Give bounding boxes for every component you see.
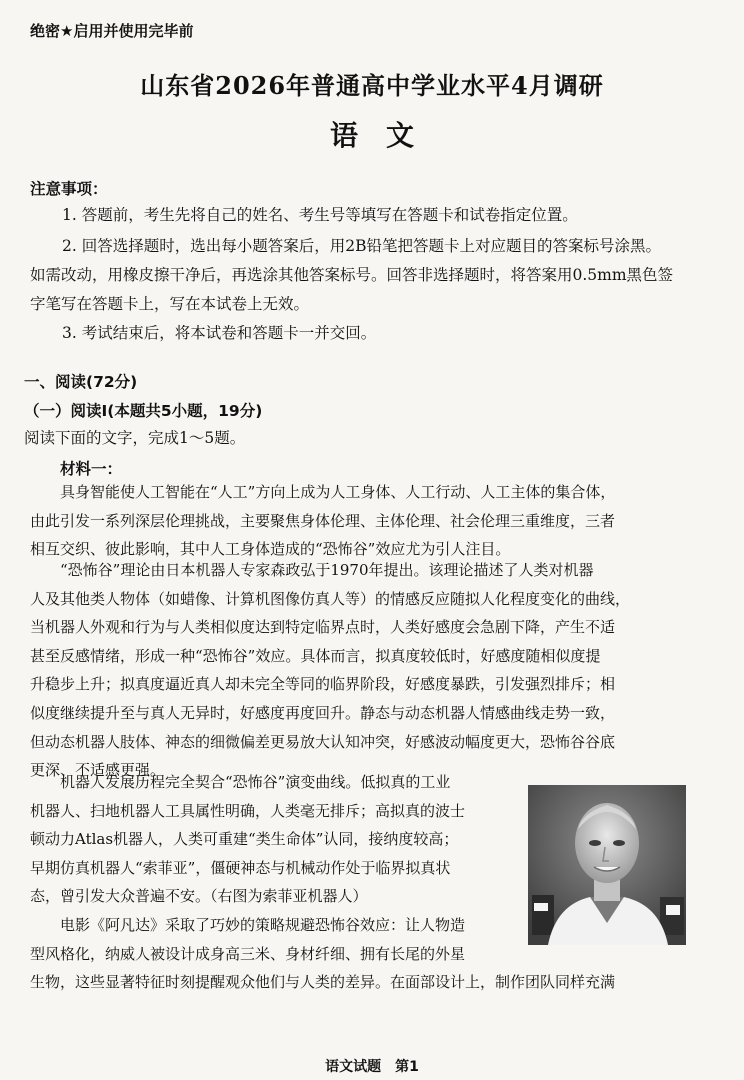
notice-item-1: 1. 答题前，考生先将自己的姓名、考生号等填写在答题卡和试卷指定位置。	[62, 206, 578, 224]
material-line: “恐怖谷”理论由日本机器人专家森政弘于1970年提出。该理论描述了人类对机器	[60, 561, 594, 579]
material-line: 但动态机器人肢体、神态的细微偏差更易放大认知冲突，好感波动幅度更大，恐怖谷谷底	[30, 732, 616, 751]
secret-notice: 绝密★启用并使用完毕前	[30, 22, 194, 40]
material-line: 型风格化，纳威人被设计成身高三米、身材纤细、拥有长尾的外星	[30, 944, 466, 963]
section-heading: 一、阅读(72分)	[24, 373, 138, 391]
material-line: 更深、不适感更强。	[30, 761, 166, 780]
material-line: 升稳步上升；拟真度逼近真人却未完全等同的临界阶段，好感度暴跌，引发强烈排斥；相	[30, 675, 616, 694]
notice-heading: 注意事项：	[30, 180, 108, 198]
material-line: 当机器人外观和行为与人类相似度达到特定临界点时，人类好感度会急剧下降，产生不适	[30, 618, 616, 637]
material-line: 机器人、扫地机器人工具属性明确，人类毫无排斥；高拟真的波士	[30, 801, 466, 820]
material-line: 顿动力Atlas机器人，人类可重建“类生命体”认同，接纳度较高；	[30, 830, 459, 849]
material-line: 生物，这些显著特征时刻提醒观众他们与人类的差异。在面部设计上，制作团队同样充满	[30, 973, 616, 992]
material-line: 相互交织、彼此影响，其中人工身体造成的“恐怖谷”效应尤为引人注目。	[30, 540, 511, 559]
notice-item-2-line-1: 2. 回答选择题时，选出每小题答案后，用2B铅笔把答题卡上对应题目的答案标号涂黑。	[62, 237, 661, 255]
material-paragraph-2	[30, 556, 720, 785]
subject-title: 语文	[329, 119, 442, 152]
material-line: 态，曾引发大众普遍不安。（右图为索菲亚机器人）	[30, 887, 368, 906]
sub-section-heading: （一）阅读Ⅰ(本题共5小题，19分)	[24, 402, 263, 420]
notice-item-3: 3. 考试结束后，将本试卷和答题卡一并交回。	[62, 324, 377, 342]
exam-title: 山东省2026年普通高中学业水平4月调研	[140, 71, 604, 100]
material-line: 具身智能使人工智能在“人工”方向上成为人工身体、人工行动、人工主体的集合体，	[60, 483, 616, 501]
material-line: 电影《阿凡达》采取了巧妙的策略规避恐怖谷效应：让人物造	[60, 916, 466, 934]
material-line: 甚至反感情绪，形成一种“恐怖谷”效应。具体而言，拟真度较低时，好感度随相似度提	[30, 646, 601, 665]
notice-item-2-line-2: 如需改动，用橡皮擦干净后，再选涂其他答案标号。回答非选择题时，将答案用0.5mm黑色签	[30, 266, 674, 284]
material-line: 由此引发一系列深层伦理挑战，主要聚焦身体伦理、主体伦理、社会伦理三重维度，三者	[30, 511, 616, 530]
material-line: 机器人发展历程完全契合“恐怖谷”演变曲线。低拟真的工业	[60, 773, 451, 791]
notice-item-2-line-3: 字笔写在答题卡上，写在本试卷上无效。	[30, 295, 310, 313]
material-line: 早期仿真机器人“索菲亚”，僵硬神态与机械动作处于临界拟真状	[30, 858, 451, 877]
material-label: 材料一：	[60, 460, 123, 478]
material-line: 似度继续提升至与真人无异时，好感度再度回升。静态与动态机器人情感曲线走势一致，	[30, 703, 616, 722]
sophia-robot-photo	[528, 785, 686, 945]
reading-instruction: 阅读下面的文字，完成1～5题。	[24, 429, 246, 447]
robot-portrait-illustration	[528, 785, 686, 945]
material-line: 人及其他类人物体（如蜡像、计算机图像仿真人等）的情感反应随拟人化程度变化的曲线，	[30, 589, 631, 608]
page-footer: 语文试题 第1	[325, 1059, 419, 1075]
material-paragraph-1	[30, 478, 720, 564]
material-paragraph-3	[30, 768, 520, 911]
